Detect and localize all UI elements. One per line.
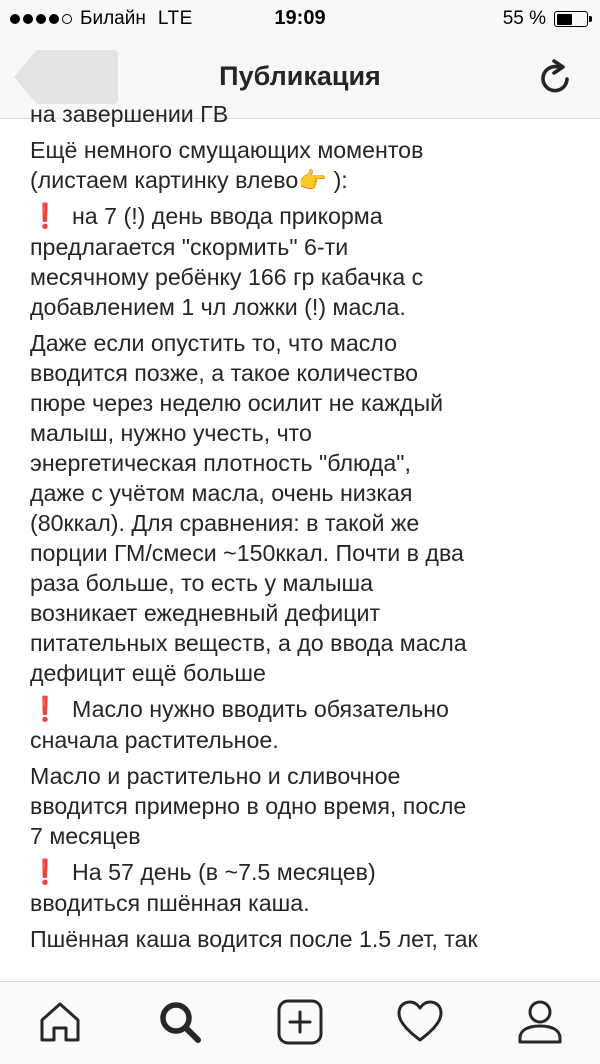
caption-text: [30, 99, 590, 960]
caption-line-text: пюре через неделю осилит не каждый: [30, 390, 444, 416]
caption-line-text: предлагается "скормить" 6-ти: [30, 234, 349, 260]
refresh-button[interactable]: [536, 58, 576, 98]
tab-profile[interactable]: [516, 998, 564, 1046]
caption-line: [30, 478, 590, 508]
caption-line: [30, 99, 590, 129]
caption-line-text: даже с учётом масла, очень низкая: [30, 480, 413, 506]
caption-line: [30, 725, 590, 755]
caption-line: [30, 658, 590, 688]
caption-line: [30, 358, 590, 388]
caption-line: [30, 135, 590, 165]
caption-paragraph: [30, 201, 590, 322]
caption-line: [30, 418, 590, 448]
caption-line: [30, 598, 590, 628]
caption-line-text: Масло нужно вводить обязательно: [72, 696, 449, 722]
caption-line-text: (80ккал). Для сравнения: в такой же: [30, 510, 420, 536]
caption-line: [30, 328, 590, 358]
page-title: Публикация: [219, 61, 381, 91]
exclamation-icon: ❗: [30, 203, 60, 230]
tab-bar: [0, 981, 600, 1064]
caption-paragraph: [30, 99, 590, 129]
post-caption: [0, 101, 600, 981]
caption-paragraph: [30, 761, 590, 851]
caption-line-text: на 7 (!) день ввода прикорма: [72, 203, 383, 229]
caption-line-text: Ещё немного смущающих моментов: [30, 137, 424, 163]
caption-line-text: (листаем картинку влево👉 ):: [30, 167, 348, 193]
caption-line: [30, 508, 590, 538]
tab-search[interactable]: [156, 998, 204, 1046]
refresh-icon: [536, 58, 576, 98]
exclamation-icon: ❗: [30, 696, 60, 723]
tab-home[interactable]: [36, 998, 84, 1046]
caption-paragraph: [30, 924, 590, 954]
caption-line-text: вводится примерно в одно время, после: [30, 793, 467, 819]
caption-line-text: возникает ежедневный дефицит: [30, 600, 381, 626]
person-icon: [516, 998, 564, 1046]
caption-line-text: питательных веществ, а до ввода масла: [30, 630, 467, 656]
caption-line-text: вводится позже, а такое количество: [30, 360, 418, 386]
caption-line: [30, 888, 590, 918]
caption-line: [30, 821, 590, 851]
caption-line: [30, 761, 590, 791]
carrier-name: Билайн: [80, 8, 146, 29]
network-type: LTE: [157, 8, 193, 29]
plus-square-icon: [276, 998, 324, 1046]
caption-line-text: на завершении ГВ: [30, 101, 229, 127]
tab-activity[interactable]: [396, 998, 444, 1046]
caption-line-text: Пшённая каша водится после 1.5 лет, так: [30, 926, 478, 952]
caption-line: [30, 388, 590, 418]
caption-line: [30, 292, 590, 322]
caption-line: [30, 694, 590, 725]
tab-add[interactable]: [276, 998, 324, 1046]
caption-line-text: дефицит ещё больше: [30, 660, 266, 686]
caption-paragraph: [30, 135, 590, 195]
caption-line-text: добавлением 1 чл ложки (!) масла.: [30, 294, 406, 320]
caption-line: [30, 791, 590, 821]
caption-line: [30, 448, 590, 478]
caption-line-text: 7 месяцев: [30, 823, 141, 849]
caption-line: [30, 568, 590, 598]
battery-icon: [554, 11, 588, 27]
caption-line: [30, 201, 590, 232]
caption-paragraph: [30, 857, 590, 918]
caption-paragraph: [30, 328, 590, 688]
caption-line-text: энергетическая плотность "блюда",: [30, 450, 411, 476]
status-right: [503, 8, 588, 30]
caption-line-text: Даже если опустить то, что масло: [30, 330, 397, 356]
caption-paragraph: [30, 694, 590, 755]
exclamation-icon: ❗: [30, 859, 60, 886]
status-time: 19:09: [274, 7, 326, 29]
battery-percent: 55 %: [502, 8, 546, 29]
caption-line: [30, 628, 590, 658]
status-bar: [0, 0, 600, 38]
caption-line: [30, 538, 590, 568]
caption-line-text: малыш, нужно учесть, что: [30, 420, 312, 446]
caption-line-text: вводиться пшённая каша.: [30, 890, 310, 916]
caption-line-text: Масло и растительно и сливочное: [30, 763, 401, 789]
caption-line-text: месячному ребёнку 166 гр кабачка с: [30, 264, 424, 290]
caption-line: [30, 857, 590, 888]
home-icon: [36, 998, 84, 1046]
search-icon: [156, 998, 204, 1046]
caption-line-text: сначала растительное.: [30, 727, 279, 753]
heart-icon: [396, 998, 444, 1046]
caption-line-text: На 57 день (в ~7.5 месяцев): [72, 859, 376, 885]
caption-line: [30, 165, 590, 195]
caption-line-text: раза больше, то есть у малыша: [30, 570, 374, 596]
caption-line: [30, 262, 590, 292]
caption-line-text: порции ГМ/смеси ~150ккал. Почти в два: [30, 540, 464, 566]
caption-line: [30, 924, 590, 954]
caption-line: [30, 232, 590, 262]
